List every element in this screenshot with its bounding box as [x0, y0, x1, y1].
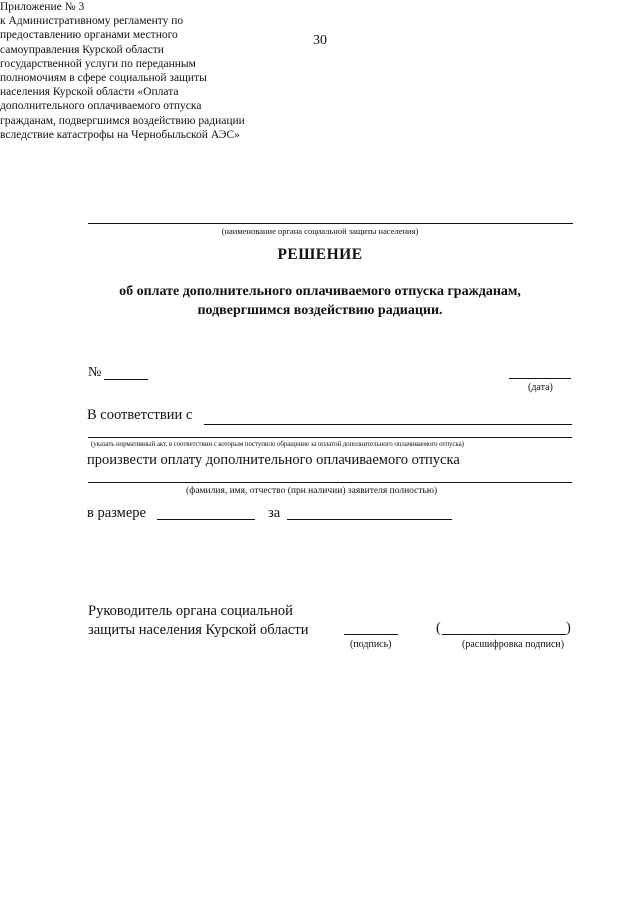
- for-label: за: [268, 505, 281, 521]
- decoding-open-paren: (: [436, 620, 441, 636]
- fio-field-line: [88, 482, 572, 483]
- appendix-line: Приложение № 3: [0, 1, 85, 13]
- normative-field-line: [88, 437, 572, 438]
- decoding-close-paren: ): [566, 620, 571, 636]
- number-label: №: [88, 365, 102, 380]
- pay-text: произвести оплату дополнительного оплачиваемого отпуска: [87, 452, 460, 468]
- accordance-field-line: [204, 424, 572, 425]
- decoding-field-line: [442, 634, 566, 635]
- head-title-line: защиты населения Курской области: [88, 622, 309, 638]
- amount-field-line: [157, 519, 255, 520]
- authority-caption: (наименование органа социальной защиты населения): [221, 226, 419, 236]
- appendix-line: дополнительного оплачиваемого отпуска: [0, 100, 202, 113]
- appendix-line: вследствие катастрофы на Чернобыльской АЭС»: [0, 128, 240, 141]
- page-number: 30: [313, 33, 327, 48]
- document-subtitle-line: подвергшимся воздействию радиации.: [197, 303, 443, 318]
- decoding-caption: (расшифровка подписи): [462, 639, 565, 650]
- appendix-line: гражданам, подвергшимся воздействию радиации: [0, 114, 245, 127]
- appendix-line: предоставлению органами местного: [0, 29, 178, 42]
- normative-caption: (указать нормативный акт, в соответствии с которым поступило обращение за оплатой дополнительного оплачиваемого отпуска): [91, 440, 464, 448]
- date-field-line: [509, 378, 571, 379]
- appendix-block: [0, 0, 640, 142]
- authority-line: [88, 223, 573, 224]
- number-field-line: [104, 379, 148, 380]
- accordance-label: В соответствии с: [87, 407, 193, 423]
- signature-field-line: [344, 634, 398, 635]
- appendix-line: самоуправления Курской области: [0, 43, 164, 56]
- appendix-line: к Административному регламенту по: [0, 15, 184, 28]
- appendix-line: государственной услуги по переданным: [0, 57, 196, 70]
- appendix-line: населения Курской области «Оплата: [0, 86, 179, 99]
- document-title: РЕШЕНИЕ: [277, 246, 363, 263]
- appendix-line: полномочиям в сфере социальной защиты: [0, 72, 207, 85]
- amount-label: в размере: [87, 505, 146, 521]
- signature-caption: (подпись): [350, 639, 392, 650]
- date-caption: (дата): [528, 382, 553, 393]
- for-field-line: [287, 519, 452, 520]
- fio-caption: (фамилия, имя, отчество (при наличии) заявителя полностью): [186, 486, 438, 496]
- head-title-line: Руководитель органа социальной: [88, 603, 293, 619]
- document-subtitle-line: об оплате дополнительного оплачиваемого отпуска гражданам,: [119, 284, 521, 299]
